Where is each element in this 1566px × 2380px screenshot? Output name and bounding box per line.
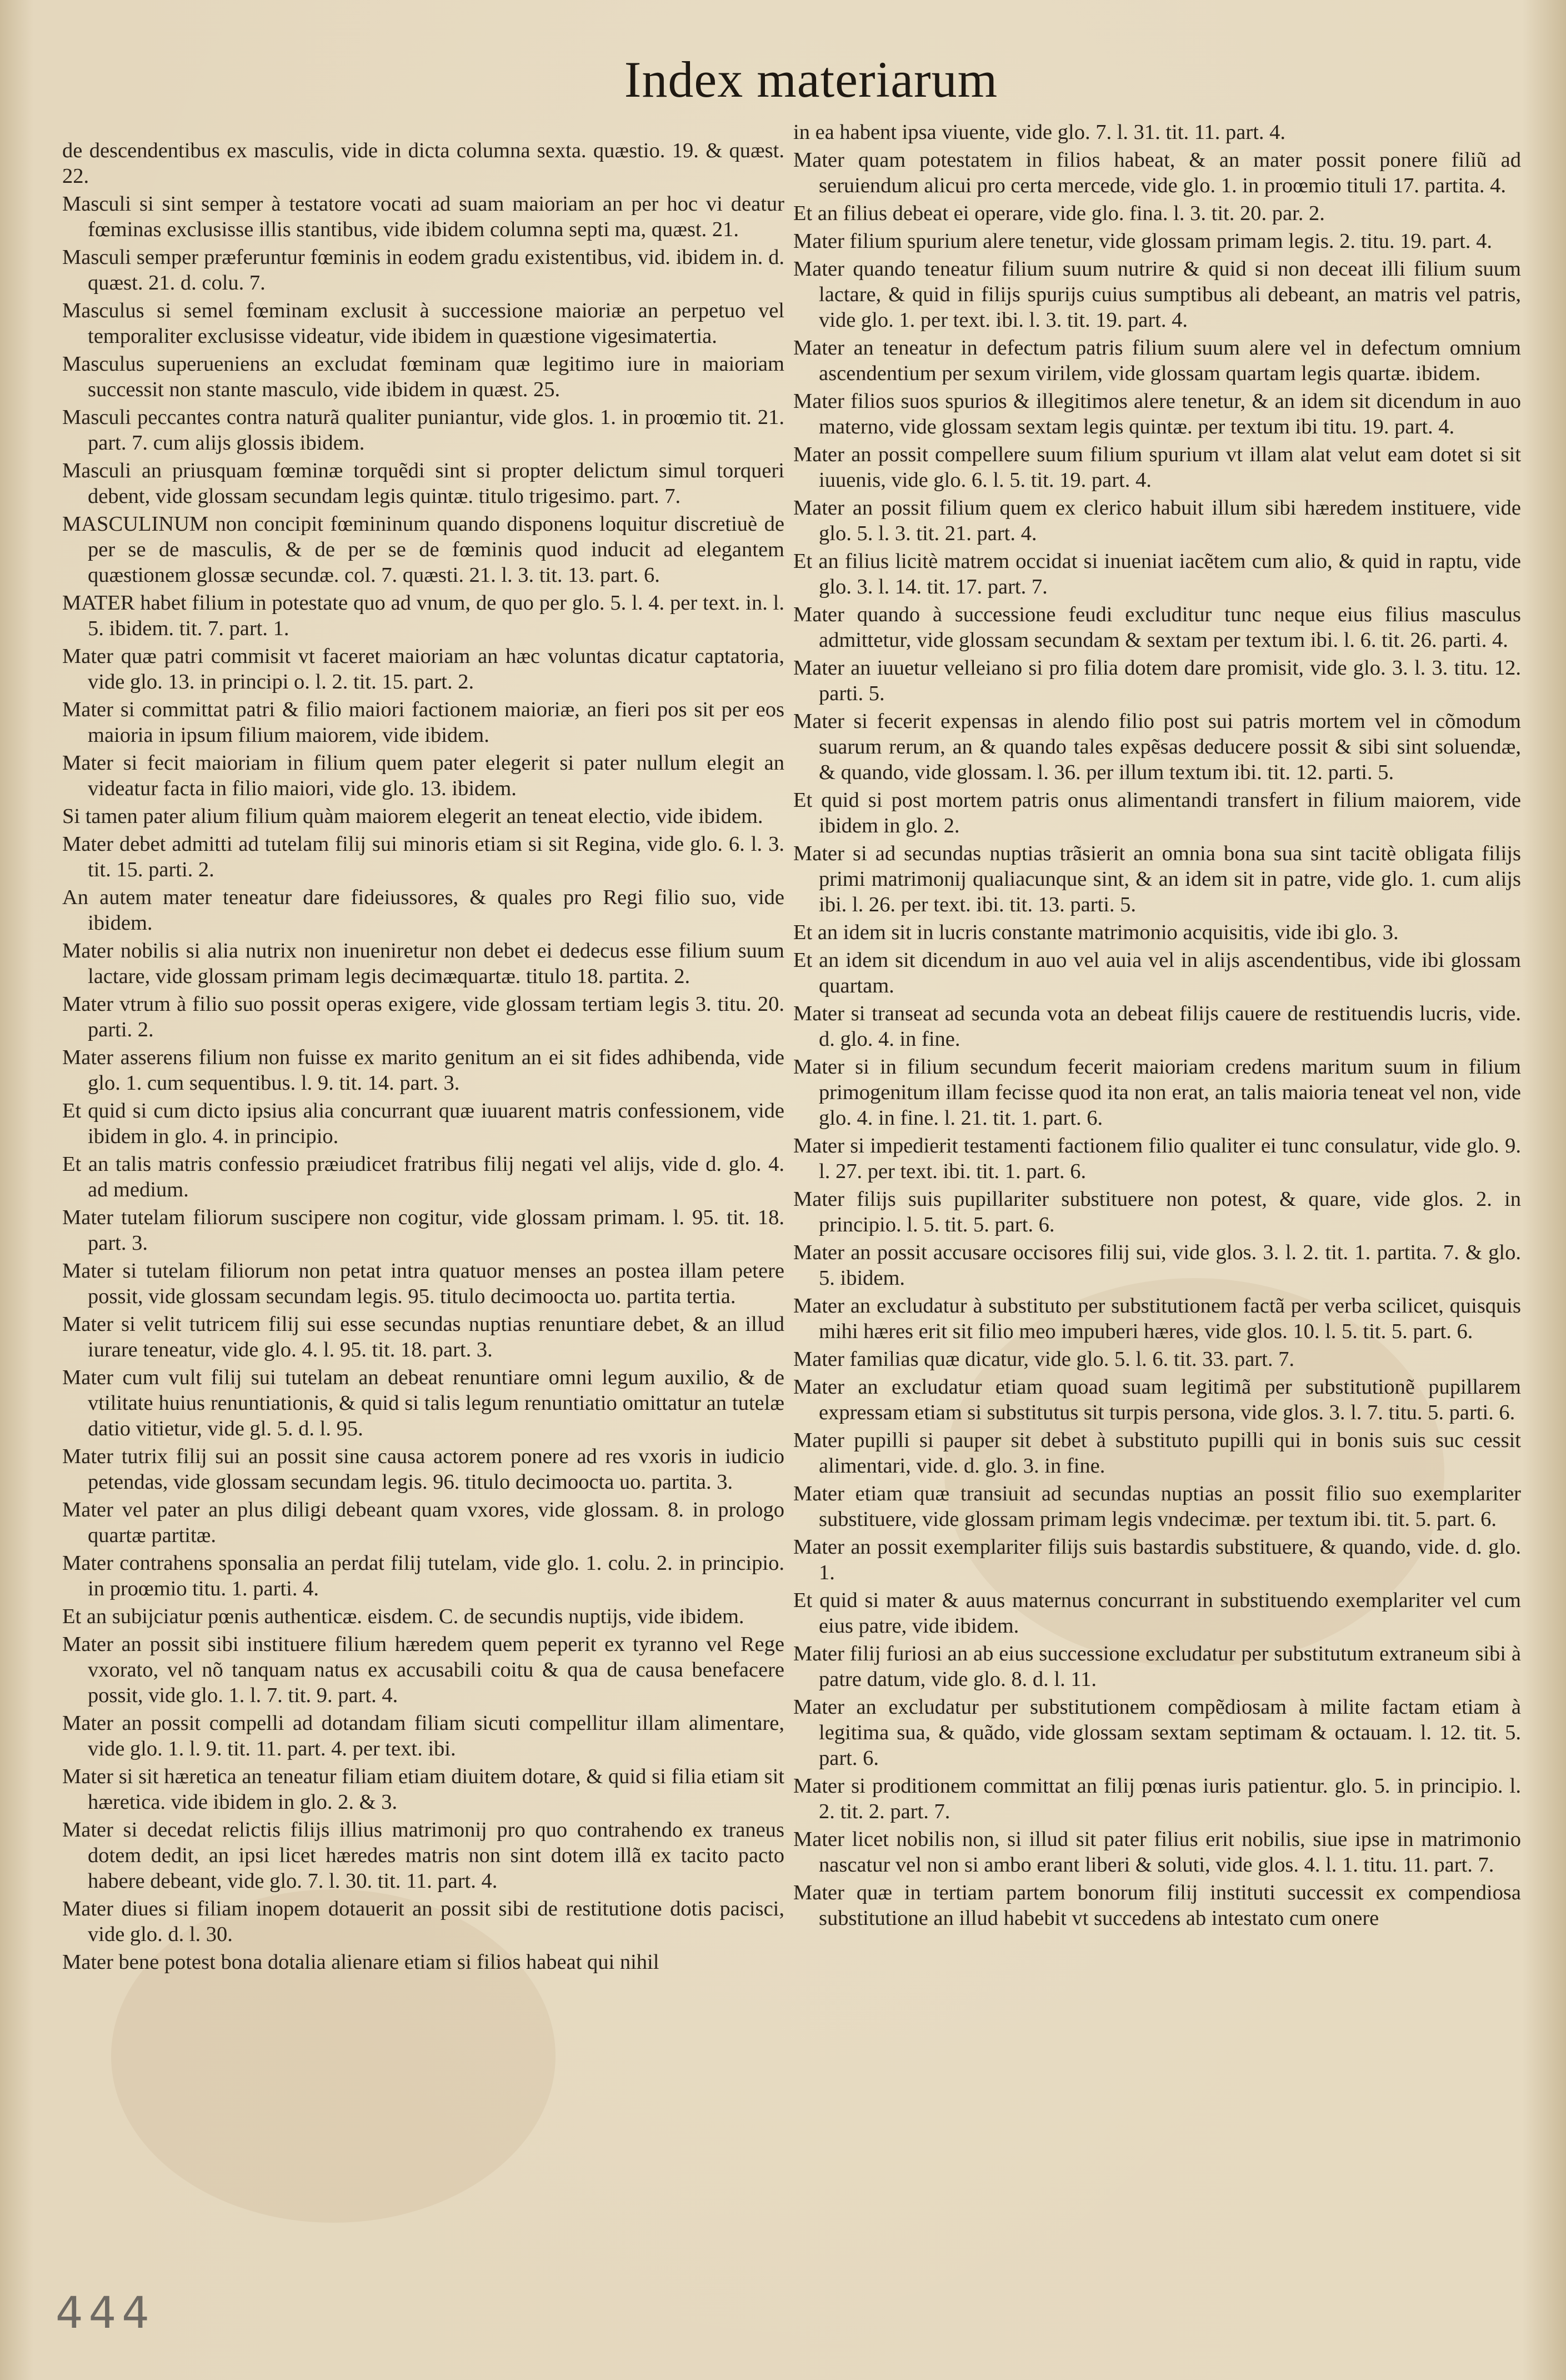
index-entry: Et an idem sit in lucris constante matrimonio acquisitis, vide ibi glo. 3. [793,921,1399,944]
index-entry: Mater licet nobilis non, si illud sit pater filius erit nobilis, siue ipse in matrimonio nascatur vel non si ambo erant liberi & soluti, vide glos. 4. l. 1. titu. 11. part. 7. [793,1828,1521,1877]
index-entry: Mater nobilis si alia nutrix non inueniretur non debet ei dedecus esse filium suum lactare, vide glossam primam legis decimæquartæ. titulo 18. partita. 2. [62,939,784,988]
index-entry: MATER habet filium in potestate quo ad vnum, de quo per glo. 5. l. 4. per text. in. l. 5. ibidem. tit. 7. part. 1. [62,591,784,640]
index-entry: Et an subijciatur pœnis authenticæ. eisdem. C. de secundis nuptijs, vide ibidem. [62,1605,744,1628]
index-entry: Mater an teneatur in defectum patris filium suum alere vel in defectum omnium ascendentium per sexum virilem, vide glossam quartam legis quartæ. ibidem. [793,336,1521,385]
index-entry: Mater an possit compelli ad dotandam filiam sicuti compellitur illam alimentare, vide glo. 1. l. 9. tit. 11. part. 4. per text. ibi. [62,1712,784,1760]
index-entry: de descendentibus ex masculis, vide in dicta columna sexta. quæstio. 19. & quæst. 22. [62,139,784,188]
index-entry: Mater si in filium secundum fecerit maioriam credens maritum suum in filium primogenitum illam fecisse quod ita non erat, an talis maioria teneat vel non, vide glo. 4. in fine. l. 21. tit. 1. part. 6. [793,1055,1521,1130]
index-entry: Mater an possit exemplariter filijs suis bastardis substituere, & quando, vide. d. glo. 1. [793,1535,1521,1584]
index-entry: Mater filios suos spurios & illegitimos alere tenetur, & an idem sit dicendum in auo materno, vide glossam sextam legis quintæ. per textum ibi titu. 19. part. 4. [793,390,1521,438]
index-entry: Mater filijs suis pupillariter substituere non potest, & quare, vide glos. 2. in principio. l. 5. tit. 5. part. 6. [793,1187,1521,1236]
index-entry: Mater etiam quæ transiuit ad secundas nuptias an possit filio suo exemplariter substituere, vide glossam primam legis vndecimæ. per textum ibi. tit. 5. part. 6. [793,1482,1521,1531]
index-entry: Masculus superueniens an excludat fœminam quæ legitimo iure in maioriam successit non stante masculo, vide ibidem in quæst. 25. [62,352,784,401]
index-entry: Mater quam potestatem in filios habeat, & an mater possit ponere filiũ ad seruiendum alicui pro certa mercede, vide glo. 1. in proœmio tituli 17. partita. 4. [793,148,1521,197]
index-entry: Mater diues si filiam inopem dotauerit an possit sibi de restitutione dotis pacisci, vide glo. d. l. 30. [62,1897,784,1946]
index-entry: Mater quæ patri commisit vt faceret maioriam an hæc voluntas dicatur captatoria, vide glo. 13. in principi o. l. 2. tit. 15. part. 2. [62,645,784,693]
index-entry: Mater tutrix filij sui an possit sine causa actorem ponere ad res vxoris in iudicio petendas, vide glossam secundam legis. 96. titulo decimoocta uo. partita. 3. [62,1445,784,1494]
right-column [793,119,1521,1933]
index-entry: Mater vel pater an plus diligi debeant quam vxores, vide glossam. 8. in prologo quartæ partitæ. [62,1498,784,1547]
index-entry: Mater contrahens sponsalia an perdat filij tutelam, vide glo. 1. colu. 2. in principio. in proœmio titu. 1. parti. 4. [62,1551,784,1600]
index-entry: Mater filium spurium alere tenetur, vide glossam primam legis. 2. titu. 19. part. 4. [793,229,1492,253]
index-entry: Mater an possit compellere suum filium spurium vt illam alat velut eam dotet si sit iuuenis, vide glo. 6. l. 5. tit. 19. part. 4. [793,443,1521,492]
index-entry: Mater pupilli si pauper sit debet à substituto pupilli qui in bonis suis suc cessit alimentari, vide. d. glo. 3. in fine. [793,1429,1521,1478]
index-entry: Mater quando à successione feudi excluditur tunc neque eius filius masculus admittetur, vide glossam secundam & sextam per textum ibi. l. 6. tit. 26. parti. 4. [793,603,1521,652]
index-entry: Mater familias quæ dicatur, vide glo. 5. l. 6. tit. 33. part. 7. [793,1348,1294,1371]
index-entry: Mater an possit sibi instituere filium hæredem quem peperit ex tyranno vel Rege vxorato, vel nõ tanquam natus ex accusabili coitu & qua de causa benefacere possit, vide glo. 1. l. 7. tit. 9. part. 4. [62,1633,784,1707]
index-entry: Masculus si semel fœminam exclusit à successione maioriæ an perpetuo vel temporaliter exclusisse videatur, vide ibidem in quæstione vigesimatertia. [62,299,784,348]
index-entry: Et quid si cum dicto ipsius alia concurrant quæ iuuarent matris confessionem, vide ibidem in glo. 4. in principio. [62,1099,784,1148]
page-title: Index materiarum [624,51,998,108]
index-entry: Mater tutelam filiorum suscipere non cogitur, vide glossam primam. l. 95. tit. 18. part. 3. [62,1206,784,1255]
left-column [62,138,784,1977]
index-entry: Mater si fecit maioriam in filium quem pater elegerit si pater nullum elegit an videatur facta in filio maiori, vide glo. 13. ibidem. [62,751,784,800]
index-entry: Mater an possit filium quem ex clerico habuit illum sibi hæredem instituere, vide glo. 5. l. 3. tit. 21. part. 4. [793,496,1521,545]
index-entry: Mater an excludatur etiam quoad suam legitimã per substitutionẽ pupillarem expressam etiam si substitutus sit turpis persona, vide glos. 3. l. 7. titu. 5. parti. 6. [793,1375,1521,1424]
index-entry: Et quid si post mortem patris onus alimentandi transfert in filium maiorem, vide ibidem in glo. 2. [793,789,1521,837]
index-entry: Mater asserens filium non fuisse ex marito genitum an ei sit fides adhibenda, vide glo. 1. cum sequentibus. l. 9. tit. 14. part. 3. [62,1046,784,1095]
index-entry: Mater si transeat ad secunda vota an debeat filijs cauere de restituendis lucris, vide. d. glo. 4. in fine. [793,1002,1521,1051]
index-entry: Si tamen pater alium filium quàm maiorem elegerit an teneat electio, vide ibidem. [62,805,763,828]
index-entry: Et an talis matris confessio præiudicet fratribus filij negati vel alijs, vide d. glo. 4. ad medium. [62,1152,784,1201]
index-entry: in ea habent ipsa viuente, vide glo. 7. l. 31. tit. 11. part. 4. [793,121,1286,144]
index-entry: Mater filij furiosi an ab eius successione excludatur per substitutum extraneum sibi à patre datum, vide glo. 8. d. l. 11. [793,1642,1521,1691]
index-entry: Mater an excludatur per substitutionem compẽdiosam à milite factam etiam à legitima sua, & quãdo, vide glossam sextam septimam & octauam. l. 12. tit. 5. part. 6. [793,1695,1521,1770]
index-entry: Masculi semper præferuntur fœminis in eodem gradu existentibus, vid. ibidem in. d. quæst. 21. d. colu. 7. [62,246,784,295]
index-entry: Mater bene potest bona dotalia alienare etiam si filios habeat qui nihil [62,1950,659,1974]
index-entry: Et an filius debeat ei operare, vide glo. fina. l. 3. tit. 20. par. 2. [793,202,1325,225]
index-entry: Mater si ad secundas nuptias trãsierit an omnia bona sua sint tacitè obligata filijs primi matrimonij qualiacunque sint, & an idem sit in patre, vide glo. 1. cum alijs ibi. l. 26. per text. ibi. tit. 13. parti. 5. [793,842,1521,916]
index-entry: Mater an excludatur à substituto per substitutionem factã per verba scilicet, quisquis mihi hæres erit sit filio meo impuberi hæres, vide glos. 10. l. 5. tit. 5. part. 6. [793,1294,1521,1343]
index-entry: Mater debet admitti ad tutelam filij sui minoris etiam si sit Regina, vide glo. 6. l. 3. tit. 15. parti. 2. [62,832,784,881]
index-entry: Mater si decedat relictis filijs illius matrimonij pro quo contrahendo ex traneus dotem dedit, an ipsi licet hæredes matris non sint dotem illã ex tacito pacto habere debeant, vide glo. 7. l. 30. tit. 11. part. 4. [62,1818,784,1893]
index-entry: Masculi peccantes contra naturã qualiter puniantur, vide glos. 1. in proœmio tit. 21. part. 7. cum alijs glossis ibidem. [62,406,784,455]
index-entry: Mater quæ in tertiam partem bonorum filij instituti successit ex compendiosa substitutione an illud habebit vt succedens ab intestato cum onere [793,1881,1521,1930]
index-entry: Mater quando teneatur filium suum nutrire & quid si non deceat illi filium suum lactare, & quid in filijs spurijs cuius sumptibus ali debeant, an matris vel patris, vide glo. 1. per text. ibi. l. 3. tit. 19. part. 4. [793,257,1521,332]
index-entry: Et quid si mater & auus maternus concurrant in substituendo exemplariter vel cum eius patre, vide ibidem. [793,1589,1521,1638]
index-entry: Mater si proditionem committat an filij pœnas iuris patientur. glo. 5. in principio. l. 2. tit. 2. part. 7. [793,1774,1521,1823]
index-entry: Et an idem sit dicendum in auo vel auia vel in alijs ascendentibus, vide ibi glossam quartam. [793,949,1521,997]
index-entry: Mater si committat patri & filio maiori factionem maioriæ, an fieri pos sit per eos maioria in ipsum filium maiorem, vide ibidem. [62,698,784,747]
index-entry: Mater an iuuetur velleiano si pro filia dotem dare promisit, vide glo. 3. l. 3. titu. 12. parti. 5. [793,656,1521,705]
index-entry: Mater si velit tutricem filij sui esse secundas nuptias renuntiare debet, & an illud iurare teneatur, vide glo. 4. l. 95. tit. 18. part. 3. [62,1313,784,1361]
index-entry: An autem mater teneatur dare fideiussores, & quales pro Regi filio suo, vide ibidem. [62,886,784,935]
index-entry: Mater an possit accusare occisores filij sui, vide glos. 3. l. 2. tit. 1. partita. 7. & glo. 5. ibidem. [793,1241,1521,1290]
index-entry: Masculi si sint semper à testatore vocati ad suam maioriam an per hoc vi deatur fœminas exclusisse illis stantibus, vide ibidem columna septi ma, quæst. 21. [62,192,784,241]
index-entry: Mater vtrum à filio suo possit operas exigere, vide glossam tertiam legis 3. titu. 20. parti. 2. [62,992,784,1041]
index-entry: Mater si fecerit expensas in alendo filio post sui patris mortem vel in cõmodum suarum rerum, an & quando tales expẽsas deducere possit & sibi sint soluendæ, & quando, vide glossam. l. 36. per illum textum ibi. tit. 12. parti. 5. [793,710,1521,784]
index-entry: Masculi an priusquam fœminæ torquẽdi sint si propter delictum simul torqueri debent, vide glossam secundam legis quintæ. titulo trigesimo. part. 7. [62,459,784,508]
page-number: 444 [56,2288,155,2338]
index-entry: Mater si tutelam filiorum non petat intra quatuor menses an postea illam petere possit, vide glossam secundam legis. 95. titulo decimoocta uo. partita tertia. [62,1259,784,1308]
index-entry: Mater cum vult filij sui tutelam an debeat renuntiare omni legum auxilio, & de vtilitate huius renuntiationis, & quid si talis legum renuntiatio omittatur an tutelæ datio vitietur, vide gl. 5. d. l. 95. [62,1366,784,1440]
index-entry: Mater si impedierit testamenti factionem filio qualiter ei tunc consulatur, vide glo. 9. l. 27. per text. ibi. tit. 1. part. 6. [793,1134,1521,1183]
index-entry: Et an filius licitè matrem occidat si inueniat iacẽtem cum alio, & quid in raptu, vide glo. 3. l. 14. tit. 17. part. 7. [793,550,1521,598]
index-entry: Mater si sit hæretica an teneatur filiam etiam diuitem dotare, & quid si filia etiam sit hæretica. vide ibidem in glo. 2. & 3. [62,1765,784,1814]
index-entry: MASCULINUM non concipit fœmininum quando disponens loquitur discretiuè de per se de masculis, & de per se de fœminis quod inducit ad elegantem quæstionem glossæ secundæ. col. 7. quæsti. 21. l. 3. tit. 13. part. 6. [62,512,784,587]
